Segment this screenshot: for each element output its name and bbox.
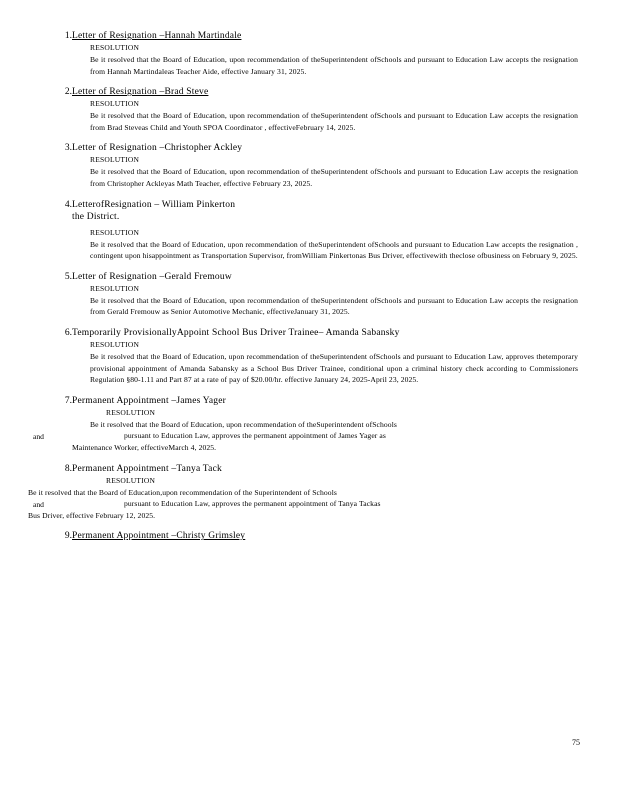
item-resolution-label: RESOLUTION [90,155,140,165]
item-body: Be it resolved that the Board of Education, upon recommendation of theSuperintendent ofSchools and pursuant to Education Law accepts the resignation from Gerald Fremouw as Senior Automotive Mechanic, effectiveJanuary 31, 2025. [90,295,578,317]
item-resolution-label: RESOLUTION [90,283,140,293]
item-body: Be it resolved that the Board of Education, upon recommendation of theSuperintendent ofSchools and pursuant to Education Law accepts the resignation from Christopher Ackleyas Math Teacher, effective February 23, 2025. [90,167,578,188]
item-resolution-label: RESOLUTION [90,43,140,52]
item-title: Permanent Appointment –Tanya Tack [72,463,222,474]
item-body-line-1: Be it resolved that the Board of Education, upon recommendation of theSuperintendent ofSchools [90,419,397,429]
item-title: Letter of Resignation –Hannah Martindale [72,31,242,41]
item-body-line-2: pursuant to Education Law, approves the permanent appointment of Tanya Tackas [124,499,381,509]
item-number: 6. [64,327,72,338]
item-title: Letter of Resignation –Brad Steve [72,87,209,98]
item-body-line-3: Maintenance Worker, effectiveMarch 4, 2025. [72,442,217,452]
item-number: 8. [64,463,72,474]
item-resolution-label: RESOLUTION [90,339,140,349]
item-title: Temporarily ProvisionallyAppoint School Bus Driver Trainee– Amanda Sabansky [72,327,400,338]
item-number: 1. [64,31,72,41]
item-body-line-2: pursuant to Education Law, approves the permanent appointment of James Yager as [124,431,386,441]
item-title: Letter of Resignation –Christopher Ackley [72,143,243,154]
item-body-line-3: Bus Driver, effective February 12, 2025. [28,510,156,520]
item-title: Permanent Appointment –Christy Grimsley [72,531,246,542]
item-title: LetterofResignation – William Pinkerton [72,199,236,210]
item-body: Be it resolved that the Board of Education, upon recommendation of theSuperintendent ofSchools and pursuant to Education Law accepts the resignation , contingent upon hisappointment as Transportation Supervisor, fromWilliam Pinkertonas Bus Driver, effectivewith theclose ofbusiness on February 9, 2025. [90,239,578,261]
item-body-line-1: Be it resolved that the Board of Education,upon recommendation of the Superintendent of Schools [28,487,337,497]
item-resolution-label: RESOLUTION [106,407,156,417]
item-title: Letter of Resignation –Gerald Fremouw [72,271,232,282]
list-item [0,395,618,454]
list-item [0,530,618,542]
item-number: 3. [64,143,72,154]
list-item [0,142,618,189]
item-number: 7. [64,395,72,406]
list-item [0,86,618,133]
item-number: 4. [64,199,72,210]
item-and-marker: and [33,431,44,441]
item-number: 2. [64,87,72,98]
item-title: Permanent Appointment –James Yager [72,395,227,406]
item-resolution-label: RESOLUTION [106,475,156,485]
item-body: Be it resolved that the Board of Education, upon recommendation of theSuperintendent ofSchools and pursuant to Education Law accepts the resignation from Hannah Martindaleas Teacher Aide, effective January 31, 2025. [90,55,578,76]
list-item [0,463,618,522]
resolution-list [0,30,618,551]
list-item [0,30,618,77]
page-number: 75 [572,738,580,747]
list-item [0,327,618,386]
item-number: 9. [64,531,72,542]
list-item [0,271,618,318]
item-body: Be it resolved that the Board of Education, upon recommendation of theSuperintendent ofSchools and pursuant to Education Law, approves thetemporary provisional appointment of Amanda Sabansky as a School Bus Driver Trainee, conditional upon a criminal history check according to Commissioners Regulation §80-1.11 and Part 87 at a rate of pay of $20.00/hr. effective January 24, 2025-April 23, 2025. [90,351,578,385]
item-number: 5. [64,271,72,282]
list-item [0,199,618,262]
item-resolution-label: RESOLUTION [90,99,140,109]
item-and-marker: and [33,499,44,509]
item-resolution-label: RESOLUTION [90,227,140,237]
item-subtitle: the District. [72,211,120,222]
item-body: Be it resolved that the Board of Education, upon recommendation of theSuperintendent ofSchools and pursuant to Education Law accepts the resignation from Brad Steveas Child and Youth SPOA Coordinator , effectiveFebruary 14, 2025. [90,111,578,132]
